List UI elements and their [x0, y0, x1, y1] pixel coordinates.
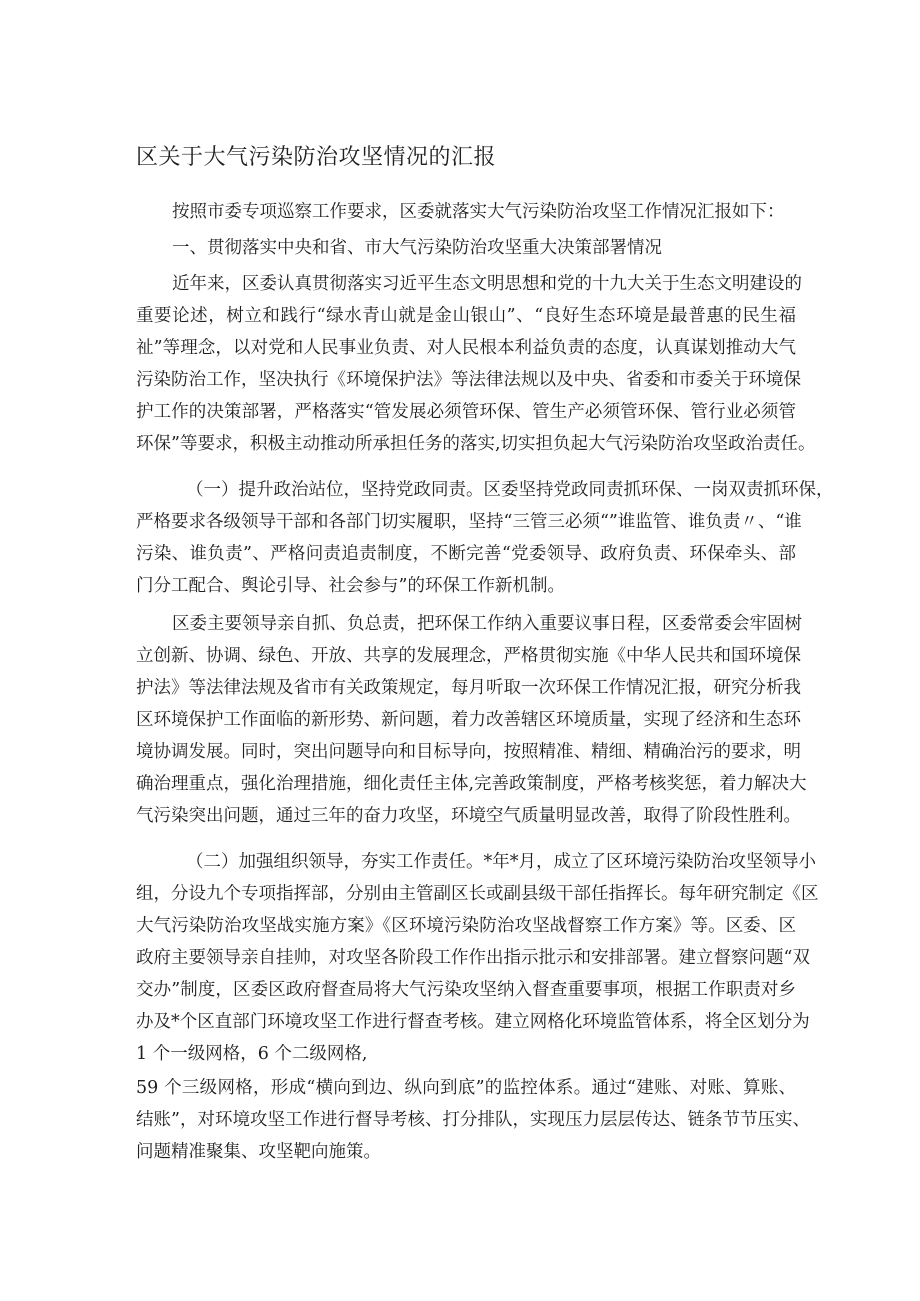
section-heading-1: [136, 232, 796, 264]
paragraph-5: [136, 1072, 810, 1168]
text-line: （一）提升政治站位，坚持党政同责。区委坚持党政同责抓环保、一岗双责抓环保，: [186, 480, 834, 500]
paragraph-4: [136, 846, 819, 1070]
text-line: 交办”制度，区委区政府督查局将大气污染攻坚纳入督查重要事项，根据工作职责对乡: [136, 980, 796, 1000]
text-line: 区委主要领导亲自抓、负总责，把环保工作纳入重要议事日程，区委常委会牢固树: [172, 614, 802, 634]
text-line: 政府主要领导亲自挂帅，对攻坚各阶段工作作出指示批示和安排部署。建立督察问题“双: [136, 948, 810, 968]
text-line: 门分工配合、舆论引导、社会参与”的环保工作新机制。: [136, 576, 565, 596]
document-title: 区关于大气污染防治攻坚情况的汇报: [136, 145, 497, 170]
text-line: 污染、谁负责”、严格问责追责制度，不断完善“党委领导、政府负责、环保牵头、部: [136, 544, 796, 564]
paragraph-1: [136, 268, 816, 460]
text-line: 组，分设九个专项指挥部，分别由主管副区长或副县级干部任指挥长。每年研究制定《区: [136, 884, 819, 904]
paragraph-3: [136, 608, 807, 832]
text-line: 问题精准聚集、攻坚靶向施策。: [136, 1142, 381, 1162]
text-line: （二）加强组织领导，夯实工作责任。*年*月，成立了区环境污染防治攻坚领导小: [186, 852, 816, 872]
text-line: 污染防治工作，坚决执行《环境保护法》等法律法规以及中央、省委和市委关于环境保: [136, 370, 801, 390]
text-line: 立创新、协调、绿色、开放、共享的发展理念，严格贯彻实施《中华人民共和国环境保: [136, 646, 801, 666]
text-line: 气污染突出问题，通过三年的奋力攻坚，环境空气质量明显改善，取得了阶段性胜利。: [136, 806, 801, 826]
text-line: 区环境保护工作面临的新形势、新问题，着力改善辖区环境质量，实现了经济和生态环: [136, 710, 801, 730]
text-line: 境协调发展。同时，突出问题导向和目标导向，按照精准、精细、精确治污的要求，明: [136, 742, 801, 762]
text-line: 重要论述，树立和践行“绿水青山就是金山银山”、“良好生态环境是最普惠的民生福: [136, 306, 796, 326]
text-line: 护法》等法律法规及省市有关政策规定，每月听取一次环保工作情况汇报，研究分析我: [136, 678, 801, 698]
text-line: 近年来，区委认真贯彻落实习近平生态文明思想和党的十九大关于生态文明建设的: [172, 274, 802, 294]
text-line: 办及*个区直部门环境攻坚工作进行督查考核。建立网格化环境监管体系，将全区划分为: [136, 1012, 810, 1032]
text-line: 确治理重点，强化治理措施，细化责任主体,完善政策制度，严格考核奖惩，着力解决大: [136, 774, 807, 794]
text-line: 大气污染防治攻坚战实施方案》《区环境污染防治攻坚战督察工作方案》等。区委、区: [136, 916, 796, 936]
text-line: 环保”等要求，积极主动推动所承担任务的落实,切实担负起大气污染防治攻坚政治责任。: [136, 434, 816, 454]
text-line: 59 个三级网格，形成“横向到边、纵向到底”的监控体系。通过“建账、对账、算账、: [136, 1078, 796, 1098]
text-line: 护工作的决策部署，严格落实“管发展必须管环保、管生产必须管环保、管行业必须管: [136, 402, 796, 422]
text-line: 1 个一级网格，6 个二级网格,: [136, 1044, 368, 1064]
text-line: 严格要求各级领导干部和各部门切实履职，坚持“三管三必须“”谁监管、谁负责〃、“谁: [136, 512, 802, 532]
text-line: 结账”，对环境攻坚工作进行督导考核、打分排队，实现压力层层传达、链条节节压实、: [136, 1110, 810, 1130]
section-heading-line: 一、贯彻落实中央和省、市大气污染防治攻坚重大决策部署情况: [172, 238, 662, 258]
intro-line: 按照市委专项巡察工作要求，区委就落实大气污染防治攻坚工作情况汇报如下：: [172, 202, 785, 222]
intro-paragraph: [136, 196, 796, 228]
text-line: 祉”等理念，以对党和人民事业负责、对人民根本利益负责的态度，认真谋划推动大气: [136, 338, 796, 358]
paragraph-2: [136, 474, 834, 602]
